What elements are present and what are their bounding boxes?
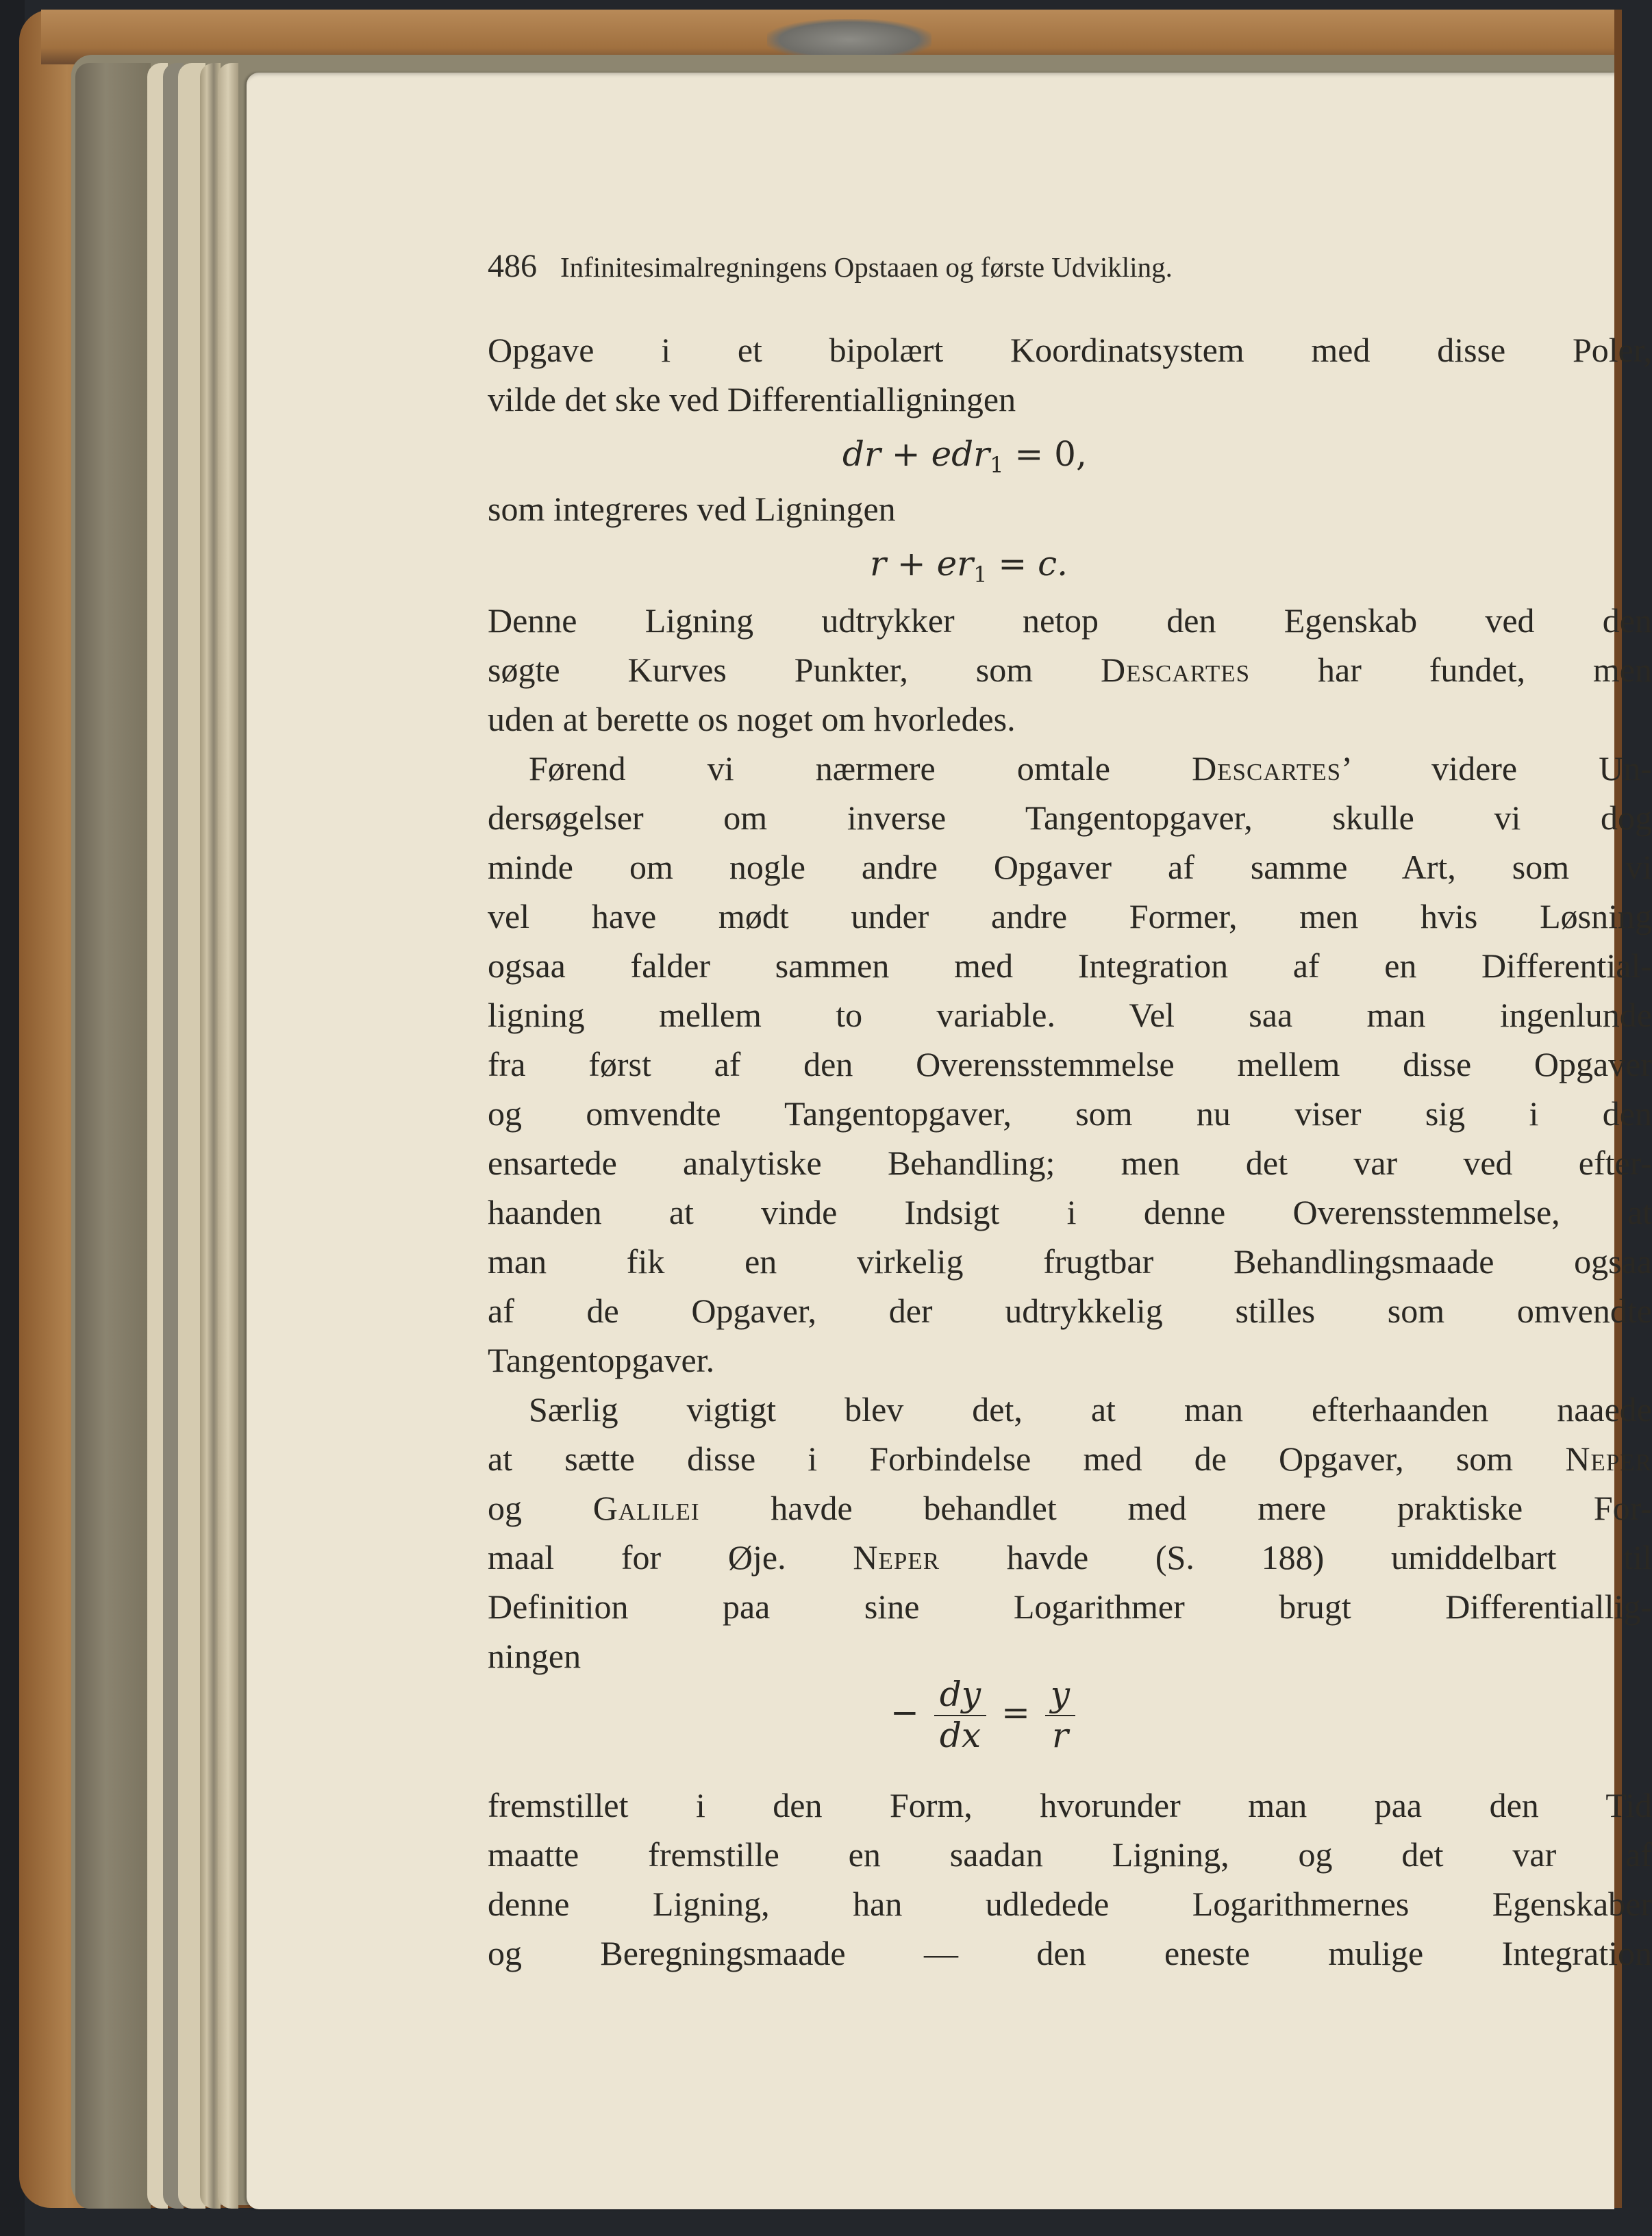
text-line: Førend vi nærmere omtale Descartes’ videre Un-: [529, 749, 1652, 788]
text-line: denne Ligning, han udledede Logarithmernes Egenskaber: [488, 1885, 1652, 1923]
fraction-y-r: $\frac{y}{r}$: [1045, 1675, 1075, 1755]
text-line: og omvendte Tangentopgaver, som nu viser sig i den: [488, 1094, 1652, 1133]
page-edges: [218, 63, 238, 2209]
text-line: vel have mødt under andre Former, men hvis Løsning: [488, 897, 1652, 935]
text-line: søgte Kurves Punkter, som Descartes har fundet, men: [488, 651, 1652, 689]
text-line: ningen: [488, 1637, 581, 1675]
name-neper: Neper: [1565, 1440, 1652, 1478]
text-line: ensartede analytiske Behandling; men det var ved efter-: [488, 1144, 1652, 1182]
text-line: og Galilei havde behandlet med mere praktiske For-: [488, 1489, 1652, 1527]
text-line: ligning mellem to variable. Vel saa man ingenlunde: [488, 996, 1652, 1034]
text-line: Denne Ligning udtrykker netop den Egenskab ved den: [488, 601, 1652, 640]
text-line: af de Opgaver, der udtrykkelig stilles som omvendte: [488, 1292, 1652, 1330]
text-line: Særlig vigtigt blev det, at man efterhaanden naaede: [529, 1390, 1652, 1429]
page-edges: [75, 63, 151, 2209]
text-line: vilde det ske ved Differentialligningen: [488, 380, 1016, 418]
name-descartes: Descartes: [1101, 651, 1251, 689]
running-title: Infinitesimalregningens Opstaaen og første Udvikling.: [560, 251, 1173, 283]
text-line: fra først af den Overensstemmelse mellem disse Opgaver: [488, 1045, 1652, 1083]
text-line: minde om nogle andre Opgaver af samme Art, som vi: [488, 848, 1652, 886]
text-line: uden at berette os noget om hvorledes.: [488, 700, 1016, 738]
fraction-dy-dx: $\frac{dy}{dx}$: [934, 1675, 986, 1755]
running-head: [488, 247, 1173, 285]
name-neper: Neper: [853, 1538, 940, 1576]
text-line: ogsaa falder sammen med Integration af en Differential-: [488, 946, 1652, 985]
text-line: Tangentopgaver.: [488, 1341, 715, 1379]
text-line: at sætte disse i Forbindelse med de Opgaver, som Neper: [488, 1440, 1652, 1478]
text-line: dersøgelser om inverse Tangentopgaver, skulle vi dog: [488, 799, 1652, 837]
text-line: haanden at vinde Indsigt i denne Overensstemmelse, at: [488, 1193, 1652, 1231]
book-page: [247, 73, 1652, 2209]
equation-2: $r + er_1 = c$.: [870, 544, 1068, 588]
headband-thread: [767, 19, 931, 60]
text-line: og Beregningsmaade — den eneste mulige Integration: [488, 1934, 1652, 1972]
equation-1: dr + edr$_1$ = 0,: [842, 434, 1087, 478]
text-line: fremstillet i den Form, hvorunder man paa den Tid: [488, 1786, 1652, 1824]
name-descartes: Descartes: [1192, 749, 1342, 788]
text-line: maatte fremstille en saadan Ligning, og det var af: [488, 1835, 1652, 1874]
text-line: som integreres ved Ligningen: [488, 490, 896, 528]
name-galilei: Galilei: [592, 1489, 700, 1527]
text-line: Definition paa sine Logarithmer brugt Differentiallig-: [488, 1587, 1652, 1626]
text-line: maal for Øje. Neper havde (S. 188) umiddelbart til: [488, 1538, 1652, 1576]
text-line: man fik en virkelig frugtbar Behandlingsmaade ogsaa: [488, 1242, 1652, 1281]
page-number: 486: [488, 248, 537, 284]
equation-3: − $\frac{dy}{dx}$ = $\frac{y}{r}$: [890, 1675, 1079, 1755]
page-text: [247, 73, 1652, 2209]
text-line: Opgave i et bipolært Koordinatsystem med disse Poler,: [488, 331, 1652, 369]
